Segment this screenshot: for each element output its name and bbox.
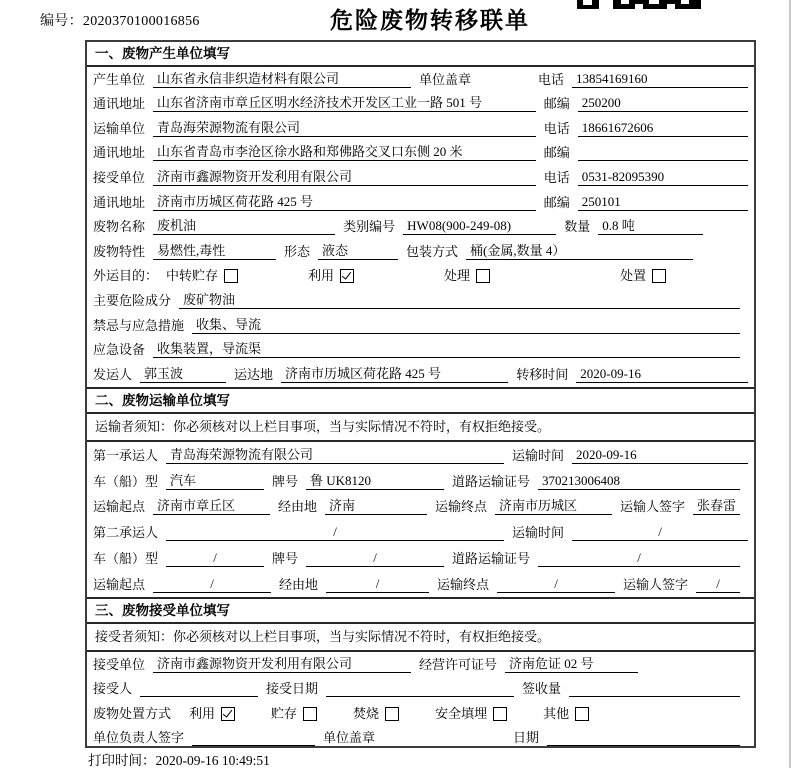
transport-time-label: 运输时间	[511, 447, 564, 463]
emergency-equipment-value: 收集装置，导流渠	[153, 338, 740, 358]
quantity-value: 0.8 吨	[598, 215, 703, 235]
address-label: 通讯地址	[93, 145, 146, 161]
waste-properties-row	[87, 239, 754, 264]
plate-label: 牌号	[272, 551, 299, 567]
zip-label: 邮编	[543, 194, 570, 210]
first-carrier-value: 青岛海荣源物流有限公司	[166, 444, 504, 464]
packaging-value: 桶(金属,数量 4）	[466, 240, 693, 260]
option-label: 处理	[444, 268, 471, 284]
phone-label: 电话	[543, 169, 570, 185]
serial-value: 2020370100016856	[82, 14, 200, 29]
manifest-form	[85, 40, 756, 748]
vehicle1-row	[87, 468, 754, 494]
date-value	[547, 744, 740, 746]
section1-header: 一、废物产生单位填写	[87, 42, 754, 67]
producer-label: 产生单位	[93, 71, 146, 87]
received-amount-value	[569, 695, 740, 697]
route-via-value: /	[326, 576, 429, 593]
road-permit-label: 道路运输证号	[452, 473, 531, 489]
hazard-components-label: 主要危险成分	[93, 292, 172, 308]
disposal-method-row	[87, 701, 754, 726]
plate-label: 牌号	[272, 473, 299, 489]
checkbox-utilize	[221, 707, 235, 721]
option-label: 利用	[189, 705, 216, 721]
checkbox-landfill	[493, 707, 507, 721]
transporter-value: 青岛海荣源物流有限公司	[153, 117, 536, 137]
waste-properties-label: 废物特性	[93, 243, 146, 259]
producer-zip-value: 250200	[578, 95, 748, 112]
phone-label: 电话	[537, 71, 564, 87]
route-end-value: /	[497, 576, 615, 593]
purpose-label: 外运目的：	[93, 268, 159, 284]
transporter-zip-value	[578, 159, 748, 161]
transport-time-value: /	[572, 524, 748, 541]
emergency-equipment-label: 应急设备	[93, 342, 146, 358]
route-end-label: 运输终点	[437, 577, 490, 593]
option-label: 中转贮存	[166, 268, 219, 284]
transfer-purpose-row	[87, 264, 754, 289]
transporter-label: 运输单位	[93, 120, 146, 136]
waste-properties-value: 易燃性,毒性	[153, 240, 276, 260]
option-label: 安全填埋	[435, 705, 488, 721]
receiver-row	[87, 165, 754, 190]
road-permit-label: 道路运输证号	[452, 551, 531, 567]
producer-phone-value: 13854169160	[572, 71, 748, 88]
destination-label: 运达地	[233, 366, 273, 382]
zip-label: 邮编	[543, 145, 570, 161]
first-carrier-label: 第一承运人	[93, 447, 159, 463]
transporter-address-row	[87, 141, 754, 166]
emergency-measures-label: 禁忌与应急措施	[93, 317, 185, 333]
destination-value: 济南市历城区荷花路 425 号	[281, 363, 508, 383]
checkbox-incinerate	[385, 707, 399, 721]
emergency-measures-value: 收集、导流	[192, 314, 740, 334]
responsible-signature-row	[87, 726, 754, 751]
packaging-label: 包装方式	[406, 243, 459, 259]
receiver-zip-value: 250101	[578, 194, 748, 211]
responsible-signature-label: 单位负责人签字	[93, 730, 185, 746]
accepting-unit-label: 接受单位	[93, 656, 146, 672]
waste-name-label: 废物名称	[93, 219, 146, 235]
second-carrier-label: 第二承运人	[93, 525, 159, 541]
receipt-row	[87, 677, 754, 702]
accept-person-label: 接受人	[93, 681, 133, 697]
transfer-time-value: 2020-09-16	[576, 366, 748, 383]
checkbox-utilize	[340, 269, 354, 283]
route2-row	[87, 571, 754, 597]
vehicle-type-value: /	[166, 550, 264, 567]
producer-address-row	[87, 92, 754, 117]
form-label: 形态	[284, 243, 311, 259]
plate-value: /	[306, 550, 444, 567]
route-start-value: 济南市章丘区	[153, 495, 270, 515]
accept-date-value	[326, 695, 514, 697]
checkbox-dispose	[652, 269, 666, 283]
print-time	[88, 749, 270, 769]
unit-seal-label: 单位盖章	[323, 730, 376, 746]
page-title: 危险废物转移联单	[330, 8, 530, 33]
category-code-label: 类别编号	[343, 219, 396, 235]
transporter-phone-value: 18661672606	[578, 120, 748, 137]
option-label: 处置	[620, 268, 647, 284]
vehicle2-row	[87, 545, 754, 571]
license-label: 经营许可证号	[419, 656, 498, 672]
license-value: 济南危证 02 号	[505, 653, 638, 673]
road-permit-value: /	[538, 550, 740, 567]
section3-header: 三、废物接受单位填写	[87, 597, 754, 624]
checkbox-other	[575, 707, 589, 721]
route-end-value: 济南市历城区	[495, 495, 612, 515]
quantity-label: 数量	[564, 219, 591, 235]
carrier-signature-label: 运输人签字	[619, 499, 685, 515]
producer-value: 山东省永信非织造材料有限公司	[153, 68, 411, 88]
route-start-value: /	[153, 576, 271, 593]
accept-date-label: 接受日期	[266, 681, 319, 697]
print-time-value: 2020-09-16 10:49:51	[155, 753, 270, 768]
route-via-label: 经由地	[277, 499, 317, 515]
producer-address-value: 山东省济南市章丘区明水经济技术开发区工业一路 501 号	[153, 92, 536, 112]
receiver-address-row	[87, 190, 754, 215]
option-label: 其他	[543, 705, 570, 721]
receiver-value: 济南市鑫源物资开发利用有限公司	[153, 166, 536, 186]
transporter-row	[87, 116, 754, 141]
checkbox-store	[303, 707, 317, 721]
responsible-signature-value	[192, 744, 315, 746]
unit-seal-label: 单位盖章	[419, 71, 472, 87]
transport-time-label: 运输时间	[511, 525, 564, 541]
address-label: 通讯地址	[93, 194, 146, 210]
receiver-address-value: 济南市历城区荷花路 425 号	[153, 191, 536, 211]
serial-number	[40, 10, 200, 30]
receiver-label: 接受单位	[93, 169, 146, 185]
option-label: 焚烧	[353, 705, 380, 721]
first-carrier-row	[87, 442, 754, 468]
received-amount-label: 签收量	[522, 681, 562, 697]
address-label: 通讯地址	[93, 96, 146, 112]
section2-header: 二、废物运输单位填写	[87, 387, 754, 414]
option-label: 利用	[308, 268, 335, 284]
vehicle-type-label: 车（船）型	[93, 473, 159, 489]
checkbox-transfer-storage	[224, 269, 238, 283]
shipper-label: 发运人	[93, 366, 133, 382]
route-end-label: 运输终点	[435, 499, 488, 515]
route-start-label: 运输起点	[93, 499, 146, 515]
route-via-value: 济南	[325, 495, 427, 515]
road-permit-value: 370213006408	[538, 473, 740, 490]
vehicle-type-label: 车（船）型	[93, 551, 159, 567]
disposal-method-label: 废物处置方式	[93, 705, 172, 721]
checkbox-treat	[476, 269, 490, 283]
accepting-unit-value: 济南市鑫源物资开发利用有限公司	[153, 653, 411, 673]
page-edge-line	[789, 0, 791, 768]
category-code-value: HW08(900-249-08)	[403, 218, 556, 235]
accept-person-value	[140, 695, 258, 697]
serial-label: 编号：	[40, 14, 83, 29]
vehicle-type-value: 汽车	[166, 470, 264, 490]
carrier-signature-label: 运输人签字	[623, 577, 689, 593]
transporter-address-value: 山东省青岛市李沧区徐水路和郑佛路交叉口东侧 20 米	[153, 141, 536, 161]
qr-code-fragment-icon	[577, 0, 701, 10]
plate-value: 鲁 UK8120	[306, 470, 444, 490]
route-via-label: 经由地	[279, 577, 319, 593]
date-label: 日期	[513, 730, 540, 746]
transport-time-value: 2020-09-16	[572, 447, 748, 464]
route-start-label: 运输起点	[93, 577, 146, 593]
accepting-unit-row	[87, 652, 754, 677]
waste-name-value: 废机油	[153, 215, 335, 235]
transfer-time-label: 转移时间	[516, 366, 569, 382]
receiver-phone-value: 0531-82095390	[578, 169, 748, 186]
route1-row	[87, 494, 754, 520]
form-value: 液态	[318, 240, 398, 260]
hazard-components-row	[87, 288, 754, 313]
zip-label: 邮编	[543, 96, 570, 112]
second-carrier-value: /	[166, 524, 504, 541]
shipper-row	[87, 362, 754, 387]
transporter-notice: 运输者须知：你必须核对以上栏目事项，当与实际情况不符时，有权拒绝接受。	[87, 414, 754, 442]
emergency-measures-row	[87, 313, 754, 338]
emergency-equipment-row	[87, 338, 754, 363]
receiver-notice: 接受者须知：你必须核对以上栏目事项，当与实际情况不符时，有权拒绝接受。	[87, 624, 754, 652]
print-time-label: 打印时间：	[88, 753, 156, 768]
shipper-value: 郭玉波	[140, 363, 226, 383]
waste-name-row	[87, 215, 754, 240]
carrier-signature-value: /	[696, 576, 740, 593]
second-carrier-row	[87, 519, 754, 545]
hazard-components-value: 废矿物油	[179, 289, 740, 309]
option-label: 贮存	[271, 705, 298, 721]
phone-label: 电话	[543, 120, 570, 136]
carrier-signature-value: 张春雷	[693, 495, 740, 515]
producer-row	[87, 67, 754, 92]
